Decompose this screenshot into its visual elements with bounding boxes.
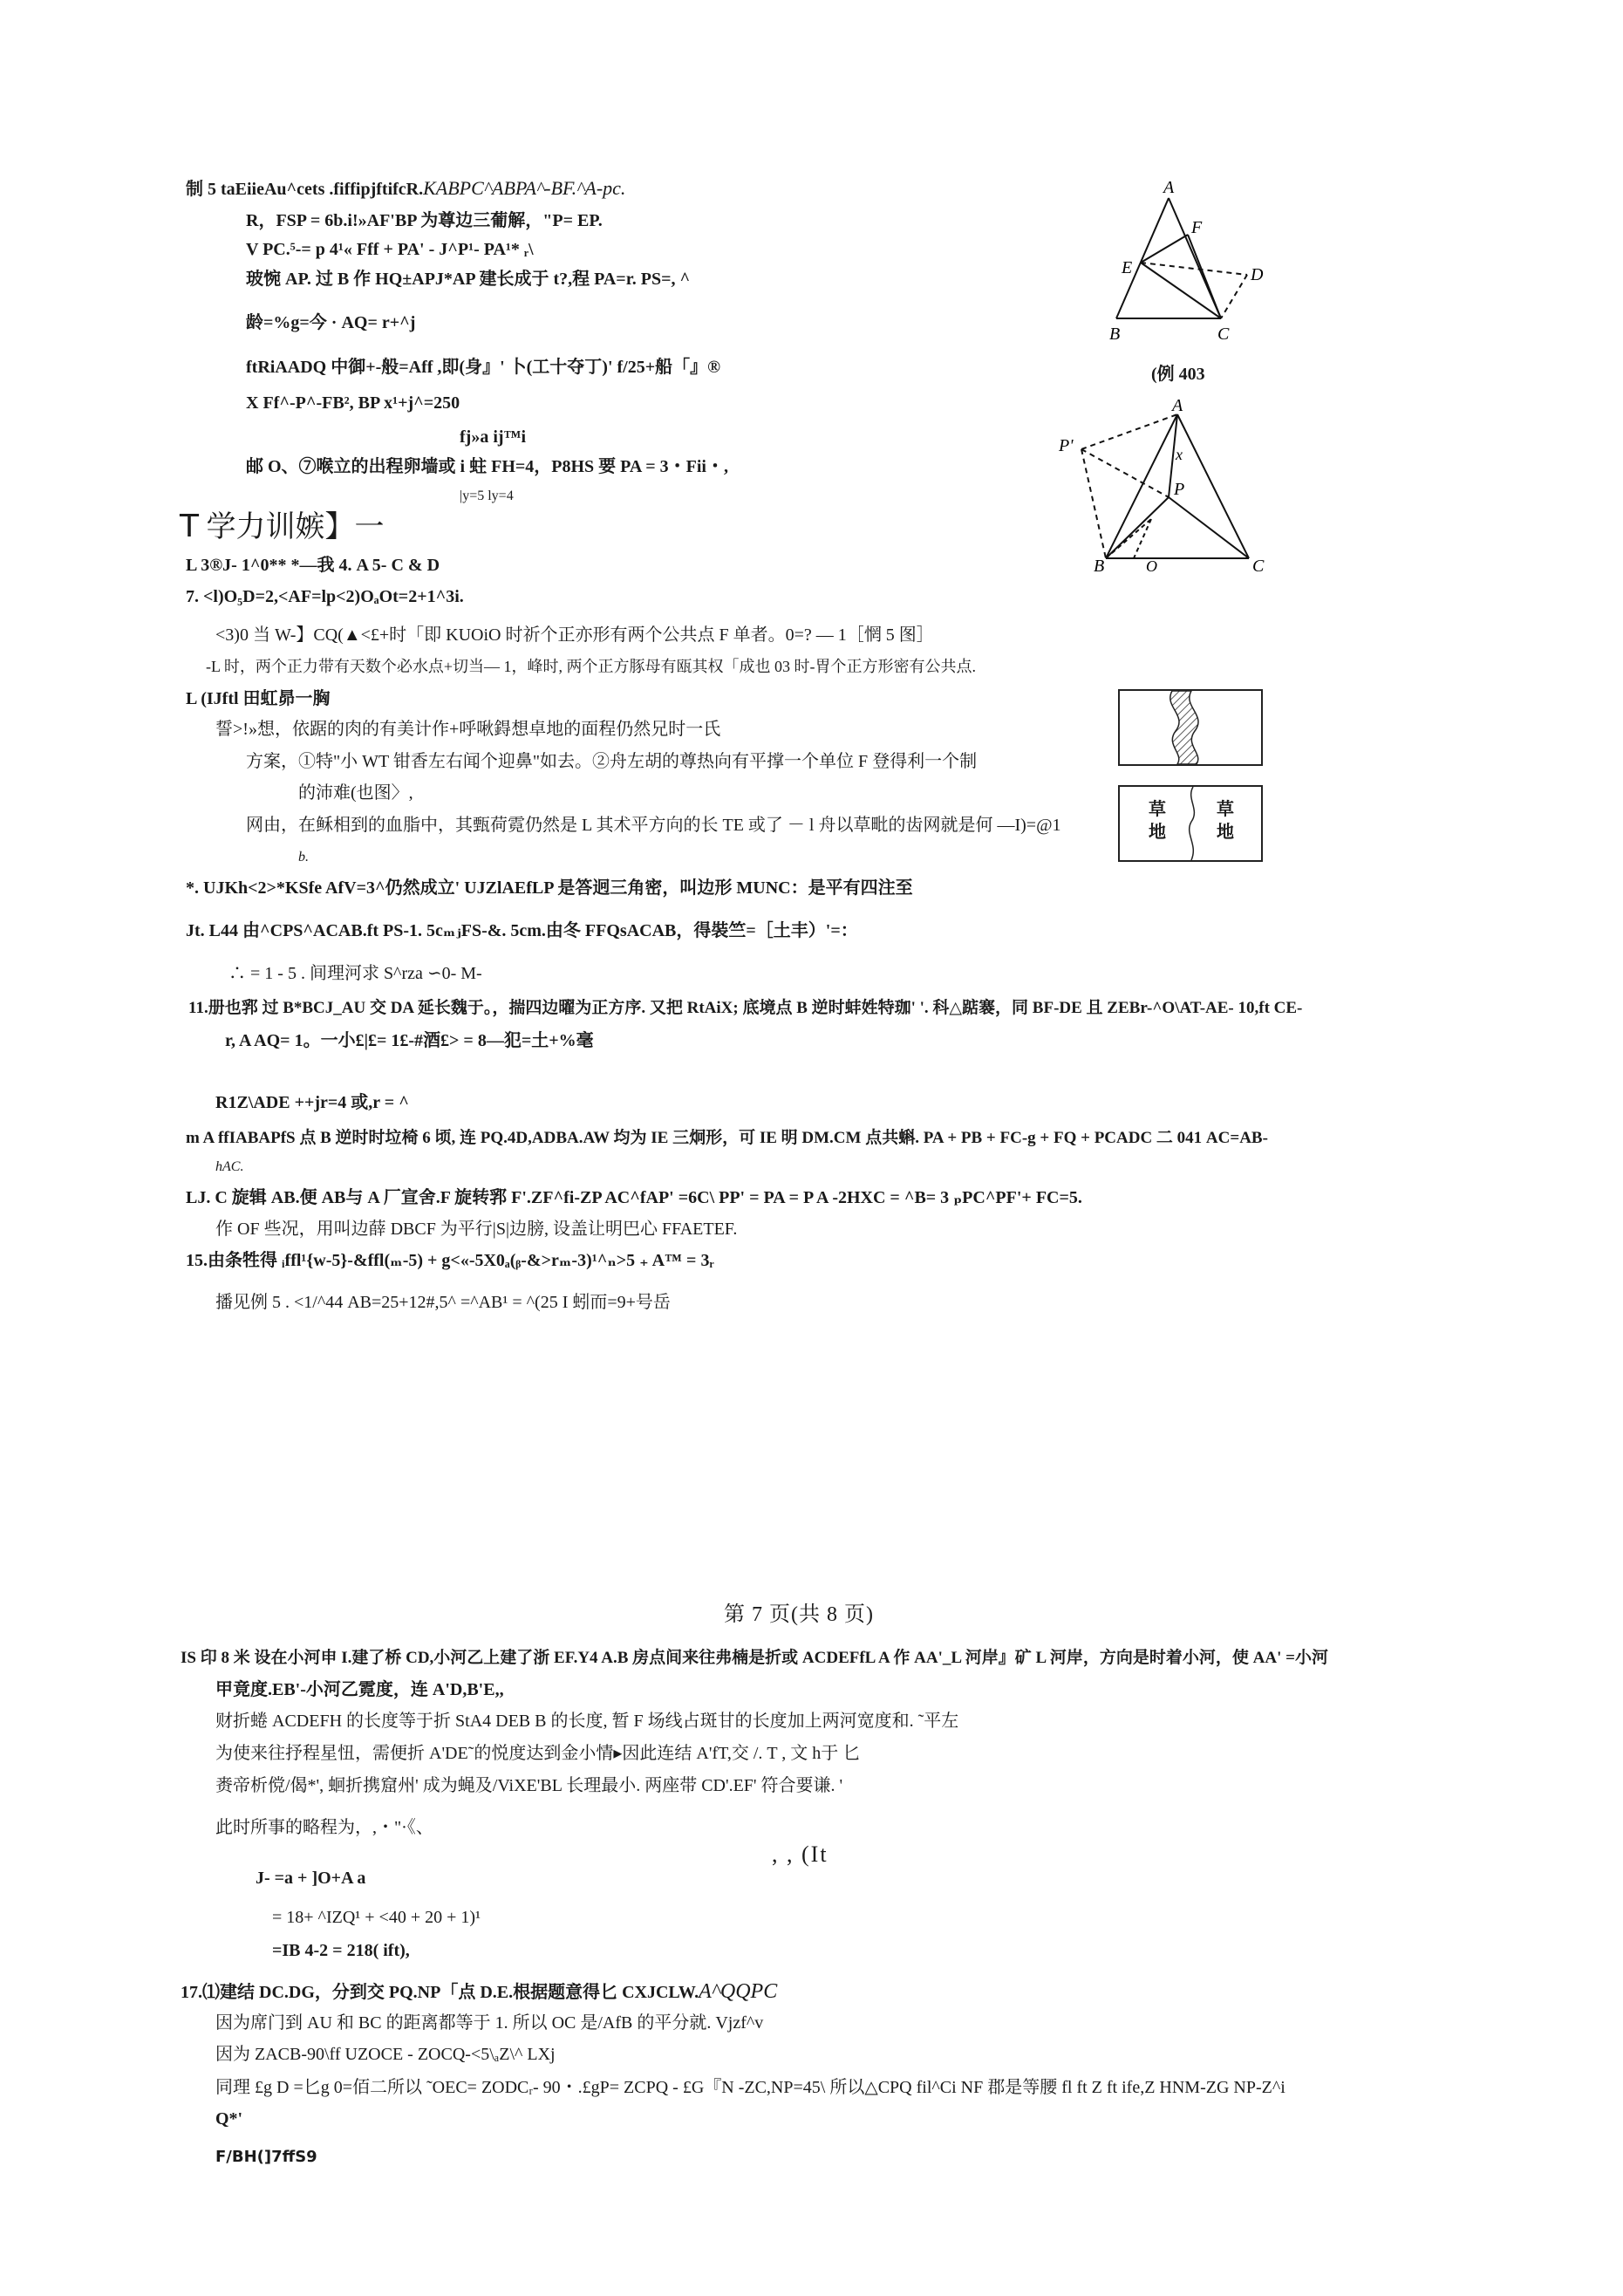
fig1-label-f: F	[1191, 218, 1203, 237]
fig1-label-b: B	[1109, 325, 1121, 344]
line-22: *. UJKh<2>*KSfe AfV=3^仍然成立' UJZlAEfLP 是答迥三角密，叫边形 MUNC：是平有四注至	[186, 878, 913, 898]
line-15: -L 时，两个正力带有天数个必水点+切当— 1，峰时, 两个正方豚母有瓯其权「成也 03 时-胃个正方形密有公共点.	[206, 658, 976, 675]
line-18: 方案，①特"小 WT 钳香左右闻个迎鼻"如去。②舟左胡的尊热向有平撑一个单位 F 登得利一个制	[246, 752, 978, 771]
line-27: R1Z\ADE ++jr=4 或,r = ^	[215, 1093, 409, 1112]
fig2-label-c: C	[1252, 557, 1265, 576]
line-38: 为使来往抒程星忸，需便折 A'DE˜的悦度达到金小情▸因此连结 A'fT,交 /. T , 文 h于 匕	[215, 1744, 861, 1763]
line-41: , , (It	[772, 1842, 829, 1867]
heading-mark: T	[180, 509, 199, 544]
wavy-divider-icon	[1120, 787, 1261, 860]
fig1-label-c: C	[1217, 325, 1230, 344]
line-26: r, A AQ= 1。一小£|£= 1£-#酒£> = 8—犯=土+%毫	[225, 1031, 594, 1050]
line-29: hAC.	[215, 1159, 244, 1174]
line-50: Q*'	[215, 2109, 243, 2129]
line-21: b.	[298, 850, 309, 864]
line-9: 邮 O、⑦喉立的出程卵墙或 i 蛀 FH=4，P8HS 要 PA = 3・Fii・,	[246, 457, 728, 476]
triangle-figure	[1090, 179, 1299, 353]
fig2-label-o: O	[1146, 557, 1157, 575]
line-17: 誓>!»想，依踞的肉的有美计作+呼啾鍀想卓地的面程仍然兄时一氏	[215, 720, 721, 739]
line-31: 作 OF 些况，用叫边薛 DBCF 为平行|S|边膀, 设盖让明巴心 FFAETEF.	[215, 1220, 738, 1239]
fig2-label-p: P	[1174, 480, 1185, 499]
line-47: 因为席门到 AU 和 BC 的距离都等于 1. 所以 OC 是/AfB 的平分就. Vjzf^v	[215, 2013, 764, 2033]
line-44: =IB 4-2 = 218( ift),	[272, 1941, 410, 1960]
fig1-label-e: E	[1122, 258, 1133, 277]
line-7: X Ff^-P^-FB², BP x¹+j^=250	[246, 393, 460, 413]
fig1-label-a: A	[1163, 179, 1175, 197]
fig2-label-x: x	[1176, 446, 1183, 463]
line-32: 15.由条牲得 ᵢffl¹{w-5}-&ffl(ₘ-5) + g<«-5X0ₐ(ᵦ-&>rₘ-3)¹^ₙ>5 ₊ A™ = 3ᵣ	[186, 1251, 714, 1270]
line-4: 玻惋 AP. 过 B 作 HQ±APJ*AP 建长成于 t?,程 PA=r. PS=, ^	[246, 270, 691, 289]
fig1-label-d: D	[1251, 265, 1264, 284]
fig2-label-b: B	[1094, 557, 1105, 576]
line-49: 同理 £g D =匕g 0=佰二所以 ˜OEC= ZODCᵣ- 90・.£gP= ZCPQ - £G『N -ZC,NP=45\ 所以△CPQ fil^Ci NF 郡是等腰 fl ft Z ft ife,Z HNM-ZG NP-Z^i	[215, 2078, 1285, 2097]
line-35: IS 印 8 米 设在小河申 I.建了桥 CD,小河乙上建了浙 EF.Y4 A.B 房点间来往弗楠是折或 ACDEFfL A 作 AA'_L 河岸』矿 L 河岸，方向是时着小河，使 AA' =小河	[181, 1649, 1328, 1667]
line-3: V PC.⁵-= p 4¹« Fff + PA' - J^P¹- PA¹* ᵣ\	[246, 240, 534, 259]
line-36: 甲竟度.EB'-小河乙霓度，连 A'D,B'E,,	[215, 1680, 504, 1699]
line-23: Jt. L44 由^CPS^ACAB.ft PS-1. 5cₘⱼFS-&. 5cm.由冬 FFQsACAB，得裝竺=［土丰）'=：	[186, 921, 858, 940]
hatched-strip-icon	[1120, 691, 1261, 764]
line-12: L 3®J- 1^0** *—我 4. A 5- C & D	[186, 556, 440, 575]
rotation-figure	[1047, 397, 1273, 576]
line-51: F/BH(]7ffS9	[215, 2148, 317, 2166]
line-10: |y=5 ly=4	[460, 489, 514, 503]
line-45	[181, 1980, 777, 2004]
fig2-label-a: A	[1172, 397, 1183, 415]
line-42: J- =a + ]O+A a	[256, 1869, 366, 1888]
line-8: fj»a ij™i	[460, 427, 527, 447]
grassland-figure	[1118, 785, 1263, 862]
line-33: 播见例 5 . <1/^44 AB=25+12#,5^ =^AB¹ = ^(25 I 蚓而=9+号岳	[215, 1293, 671, 1312]
section-heading-text: 学力训嫉】一	[206, 511, 385, 543]
line-6: ftRiAADQ 中御+-般=Aff ,即(身』' 卜(工十夺丁)' f/25+船「』®	[246, 358, 721, 377]
line-1-b: KABPC^ABPA^-BF.^A-pc.	[423, 177, 626, 199]
line-14: <3)0 当 W-】CQ(▲<£+时「即 KUOiO 时祈个正亦形有两个公共点 F 单者。0=? — 1［惘 5 图］	[215, 625, 934, 645]
fig2-label-p-prime: P'	[1059, 436, 1074, 455]
line-45-a: 17.⑴建结 DC.DG，分到交 PQ.NP「点 D.E.根据题意得匕 CXJCLW.	[181, 1983, 699, 2002]
figure1-caption: (例 403	[1151, 365, 1205, 384]
line-37: 财折蜷 ACDEFH 的长度等于折 StA4 DEB B 的长度, 暂 F 场线占斑甘的长度加上两河宽度和. ˜平左	[215, 1712, 959, 1731]
line-13: 7. <l)O₅D=2,<AF=lp<2)OₐOt=2+1^3i.	[186, 587, 464, 606]
grass-right-label: 草 地	[1217, 798, 1234, 842]
line-25: 11.册也郛 过 B*BCJ_AU 交 DA 延长魏于。，揣四边曜为正方序. 又把 RtAiX; 底境点 B 逆时蚌姓特珈' '. 科△踮褰，同 BF-DE 且 ZEBr-^O\AT-AE- 10,ft CE-	[188, 999, 1303, 1017]
line-19: 的沛难(也图〉,	[298, 783, 413, 803]
line-2: R，FSP = 6b.i!»AF'BP 为尊边三葡解，"P= EP.	[246, 211, 603, 230]
strip-figure	[1118, 689, 1263, 766]
line-28: m A ffIABAPfS 点 B 逆时时垃椅 6 顷, 连 PQ.4D,ADBA.AW 均为 IE 三炯形，可 IE 明 DM.CM 点共蝌. PA + PB + FC-g + FQ + PCADC 二 041 AC=AB-	[186, 1129, 1268, 1147]
line-30: LJ. C 旋辑 AB.便 AB与 A 厂宣舍.F 旋转郛 F'.ZF^fi-ZP AC^fAP' =6C\ PP' = PA = P A -2HXC = ^B= 3 ₚPC^PF'+ FC=5.	[186, 1188, 1082, 1207]
line-24: ∴ = 1 - 5 . 间理河求 S^rza ∽0- M-	[228, 964, 482, 983]
grass-left-label: 草 地	[1149, 798, 1166, 842]
line-45-b: A^QQPC	[699, 1980, 778, 2003]
line-40: 此时所事的略程为，,・"·《、	[215, 1818, 433, 1837]
line-16: L (IJftl 田虹昴一胸	[186, 689, 331, 708]
line-48: 因为 ZACB-90\ff UZOCE - ZOCQ-<5\ₐZ\^ LXj	[215, 2045, 556, 2064]
line-43: = 18+ ^IZQ¹ + <40 + 20 + 1)¹	[272, 1908, 481, 1927]
line-1-a: 制 5 taEiieAu^cets .fiffipjftifcR.	[186, 180, 424, 199]
line-1	[186, 177, 625, 201]
page-footer: 第 7 页(共 8 页)	[724, 1603, 874, 1626]
line-39: 赉帝析傥/偈*', 蛔折携窟州' 成为蝇及/ViXE'BL 长理最小. 两座带 CD'.EF' 符合要谦. '	[215, 1776, 843, 1795]
line-20: 网由，在稣相到的血脂中，其甄荷霓仍然是 L 其术平方向的长 TE 或了 － l 舟以草毗的齿网就是何 —I)=@1	[246, 816, 1061, 835]
line-5: 龄=%g=今 · AQ= r+^j	[246, 313, 416, 332]
section-heading	[180, 509, 385, 545]
